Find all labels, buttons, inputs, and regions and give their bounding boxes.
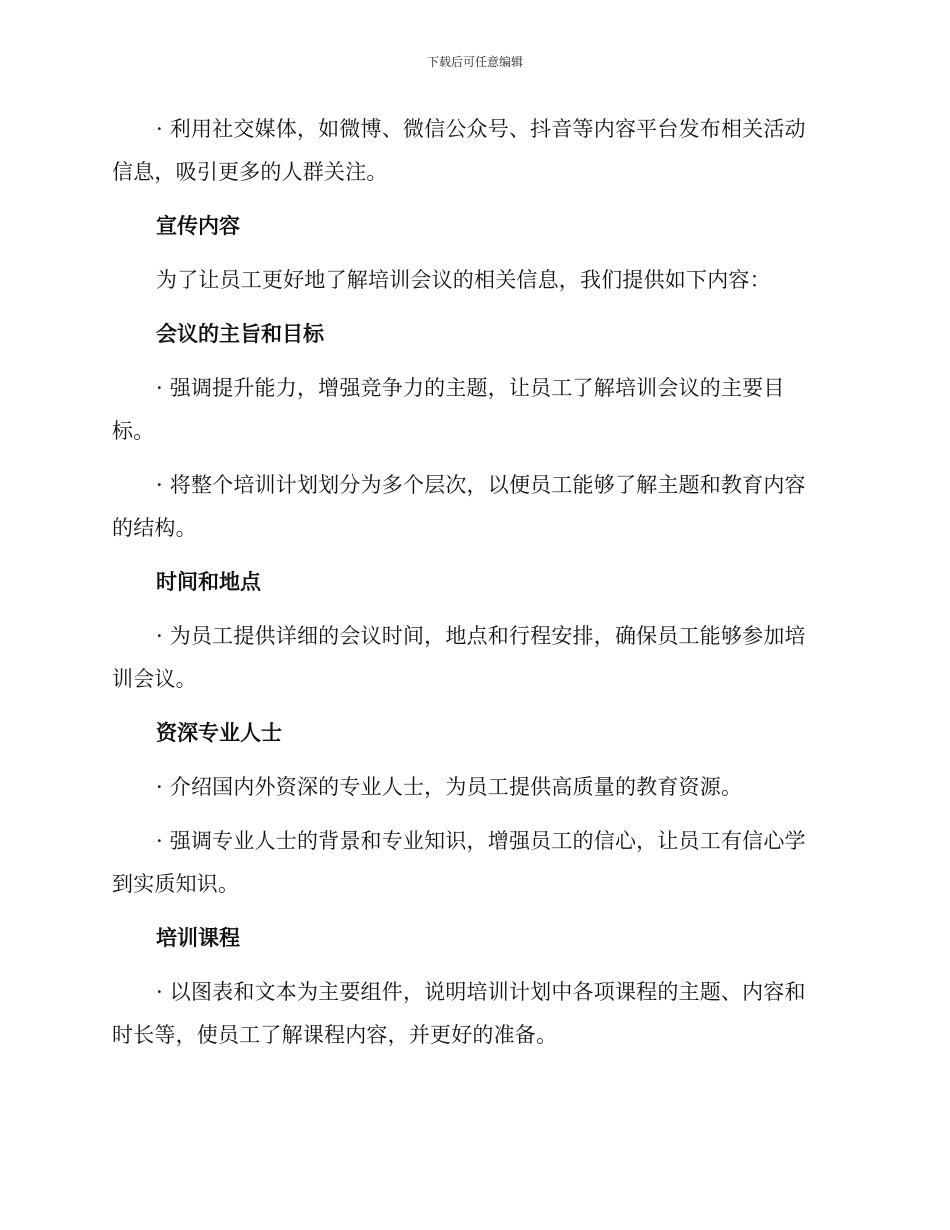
paragraph-goal-levels: · 将整个培训计划划分为多个层次，以便员工能够了解主题和教育内容的结构。 bbox=[112, 473, 806, 540]
paragraph-courses: · 以图表和文本为主要组件，说明培训计划中各项课程的主题、内容和时长等，使员工了解课程内容，并更好的准备。 bbox=[112, 980, 806, 1047]
heading-experts: 资深专业人士 bbox=[156, 721, 282, 745]
paragraph-social-media: · 利用社交媒体，如微博、微信公众号、抖音等内容平台发布相关活动信息，吸引更多的人群关注。 bbox=[112, 117, 806, 184]
paragraph-experts-intro: · 介绍国内外资深的专业人士，为员工提供高质量的教育资源。 bbox=[156, 775, 743, 799]
paragraph-experts-background: · 强调专业人士的背景和专业知识，增强员工的信心，让员工有信心学到实质知识。 bbox=[112, 829, 806, 896]
heading-promo-content: 宣传内容 bbox=[156, 214, 240, 238]
paragraph-time-place: · 为员工提供详细的会议时间，地点和行程安排，确保员工能够参加培训会议。 bbox=[112, 624, 806, 691]
paragraph-intro: 为了让员工更好地了解培训会议的相关信息，我们提供如下内容： bbox=[156, 268, 771, 292]
heading-courses: 培训课程 bbox=[156, 926, 240, 950]
heading-time-place: 时间和地点 bbox=[156, 570, 261, 594]
page-header: 下载后可任意编辑 bbox=[426, 55, 523, 69]
document-body bbox=[112, 108, 822, 1057]
paragraph-goal-emphasis: · 强调提升能力，增强竞争力的主题，让员工了解培训会议的主要目标。 bbox=[112, 376, 785, 443]
heading-meeting-goals: 会议的主旨和目标 bbox=[156, 322, 324, 346]
